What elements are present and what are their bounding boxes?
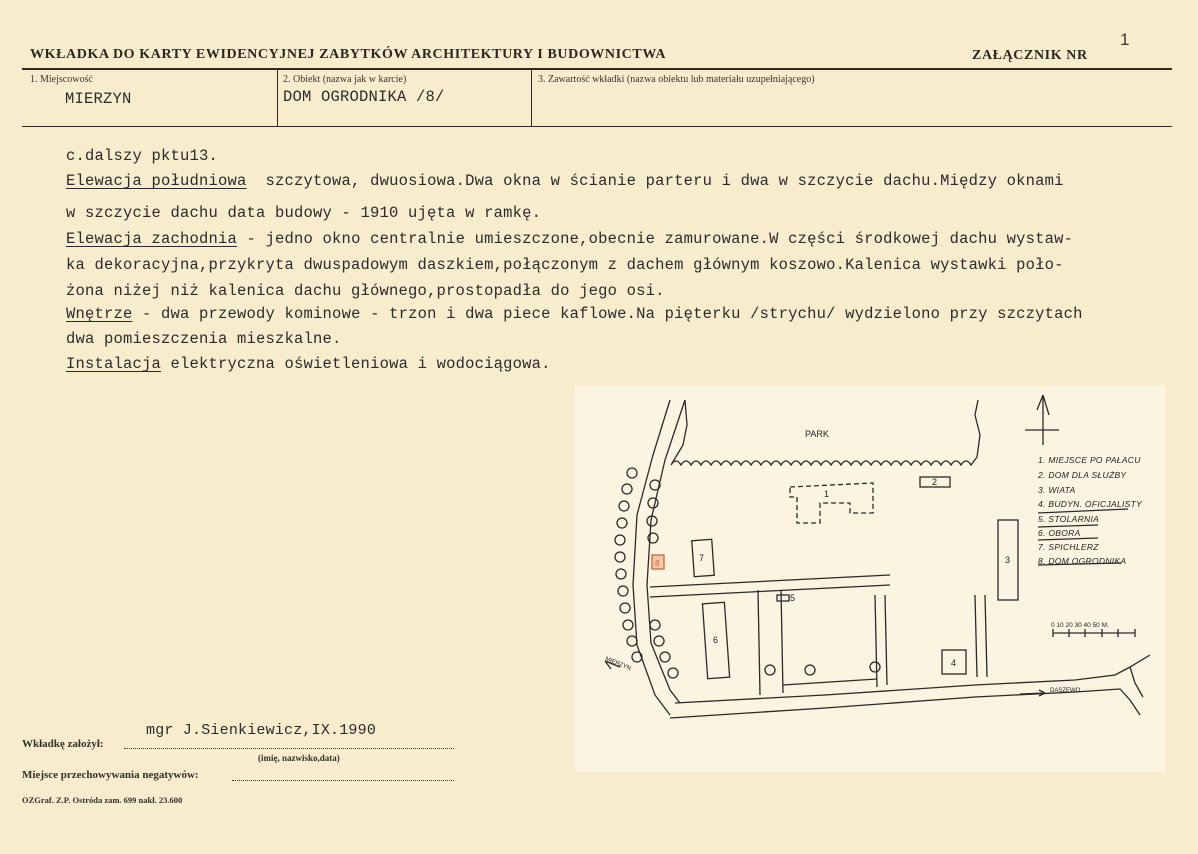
south-elevation-cont: w szczycie dachu data budowy - 1910 ujęta w ramkę. (66, 204, 542, 222)
header-rule (22, 68, 1172, 70)
legend-item-4: 4. BUDYN. OFICJALISTY (1038, 499, 1143, 509)
west-elevation-cont-2: żona niżej niż kalenica dachu głównego,prostopadła do jego osi. (66, 282, 665, 300)
building-2-label: 2 (932, 477, 938, 487)
locality-label: 1. Miejscowość (30, 74, 93, 85)
west-elevation-cont-1: ka dekoracyjna,przykryta dwuspadowym daszkiem,połączonym z dachem głównym koszowo.Kalenica wystawki poło- (66, 256, 1064, 274)
author-dotted-line (124, 748, 454, 749)
locality-value: MIERZYN (65, 90, 132, 108)
road-bottom-edge-top (675, 655, 1150, 703)
interior-cont: dwa pomieszczenia mieszkalne. (66, 330, 342, 348)
lane-horizontal (650, 575, 890, 597)
field-divider-2 (531, 70, 532, 126)
west-elevation-heading: Elewacja zachodnia (66, 230, 238, 248)
author-hint: (imię, nazwisko,data) (258, 753, 340, 763)
scale-label: 0 10 20 30 40 50 M. (1051, 622, 1109, 629)
west-elevation-text: - jedno okno centralnie umieszczone,obecnie zamurowane.W części środkowej dachu wystaw- (246, 230, 1074, 248)
tree-row (615, 468, 880, 678)
installation-heading: Instalacja (66, 355, 162, 373)
body-line-intro: c.dalszy pktu13. (66, 147, 219, 165)
road-branch (1130, 667, 1143, 697)
building-1-outline (790, 483, 873, 523)
installation-text: elektryczna oświetleniowa i wodociągowa. (170, 355, 551, 373)
lane-vertical-1 (758, 590, 783, 695)
interior-heading: Wnętrze (66, 305, 133, 323)
road-left-edge-inner (647, 400, 685, 703)
page-number: 1 (1120, 30, 1130, 49)
north-arrow (1025, 395, 1059, 445)
author-label: Wkładkę założył: (22, 738, 104, 750)
lane-vertical-3 (975, 595, 987, 677)
site-plan-map (575, 385, 1165, 772)
printer-info: OZGraf. Z.P. Ostróda zam. 699 nakł. 23.600 (22, 795, 183, 805)
storage-label: Miejsce przechowywania negatywów: (22, 769, 199, 781)
building-5-label: 5 (790, 593, 796, 603)
object-label: 2. Obiekt (nazwa jak w karcie) (283, 74, 407, 85)
legend-item-8: 8. DOM OGRODNIKA (1038, 556, 1127, 566)
lane-lower (783, 679, 877, 685)
installation-line (66, 355, 551, 373)
annex-label: ZAŁĄCZNIK NR (972, 48, 1088, 63)
legend-item-6: 6. OBORA (1038, 528, 1081, 538)
content-label: 3. Zawartość wkładki (nazwa obiektu lub materiału uzupełniającego) (538, 74, 815, 85)
south-elevation-text: szczytowa, dwuosiowa.Dwa okna w ścianie parteru i dwa w szczycie dachu.Między oknami (265, 172, 1064, 190)
interior-text: - dwa przewody kominowe - trzon i dwa piece kaflowe.Na pięterku /strychu/ wydzielono przy szczytach (142, 305, 1083, 323)
legend-item-2: 2. DOM DLA SŁUŻBY (1038, 470, 1127, 480)
building-4-label: 4 (951, 658, 957, 668)
building-8-label: 8 (655, 559, 660, 568)
legend-item-3: 3. WIATA (1038, 485, 1076, 495)
building-1-label: 1 (824, 489, 830, 499)
storage-dotted-line (232, 780, 454, 781)
legend-item-1: 1. MIEJSCE PO PAŁACU (1038, 455, 1141, 465)
scale-bar (1053, 629, 1135, 637)
park-label: PARK (805, 429, 829, 439)
road-label-left: MIERZYN (604, 656, 632, 672)
object-value: DOM OGRODNIKA /8/ (283, 88, 445, 106)
lane-vertical-2 (875, 595, 887, 687)
building-3-label: 3 (1005, 555, 1011, 565)
form-title: WKŁADKA DO KARTY EWIDENCYJNEJ ZABYTKÓW ARCHITEKTURY I BUDOWNICTWA (30, 47, 667, 62)
building-6-label: 6 (713, 635, 719, 645)
legend-item-7: 7. SPICHLERZ (1038, 542, 1099, 552)
fields-bottom-rule (22, 126, 1172, 127)
road-label-right: DASZEWO (1050, 688, 1081, 694)
west-elevation-line (66, 230, 1073, 248)
field-divider-1 (277, 70, 278, 126)
legend-item-5: 5. STOLARNIA (1038, 514, 1100, 524)
author-value: mgr J.Sienkiewicz,IX.1990 (146, 722, 377, 739)
site-plan-drawing (575, 385, 1165, 772)
building-7-label: 7 (699, 553, 705, 563)
building-5 (777, 595, 789, 601)
south-elevation-heading: Elewacja południowa (66, 172, 247, 190)
south-elevation-line (66, 172, 1064, 190)
interior-line (66, 305, 1083, 323)
